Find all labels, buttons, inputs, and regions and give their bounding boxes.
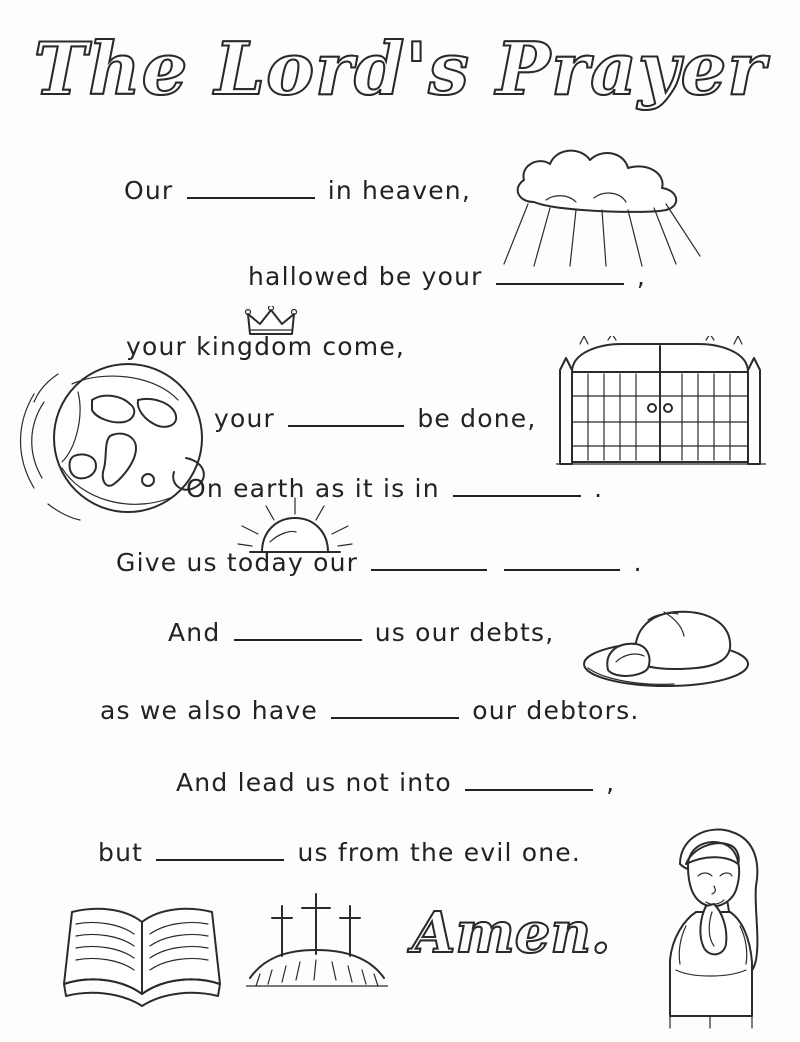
cloud-with-rays-illustration: [498, 140, 728, 270]
page-title: The Lord's Prayer: [33, 26, 767, 111]
line-7-text-after: us our debts,: [374, 618, 555, 647]
line-1-blank[interactable]: [187, 177, 315, 199]
line-6-text-before: Give us today our: [116, 548, 359, 577]
prayer-line-5: [186, 474, 603, 503]
prayer-line-7: [168, 618, 554, 647]
line-2-text-after: ,: [636, 262, 647, 291]
heaven-gates-illustration: [556, 336, 766, 470]
line-7-text-before: And: [168, 618, 221, 647]
prayer-line-10: [98, 838, 581, 867]
line-1-text-after: in heaven,: [327, 176, 471, 205]
prayer-line-8: [100, 696, 640, 725]
prayer-line-3: [126, 332, 405, 361]
line-8-text-before: as we also have: [100, 696, 318, 725]
line-2-blank[interactable]: [496, 263, 624, 285]
prayer-line-2: [248, 262, 646, 291]
prayer-line-6: [116, 548, 643, 577]
praying-girl-illustration: [636, 820, 786, 1030]
line-6-text-after: .: [633, 548, 643, 577]
open-bible-illustration: [58, 898, 226, 1010]
line-9-blank[interactable]: [465, 769, 593, 791]
three-crosses-illustration: [246, 886, 388, 994]
line-4-text-after: be done,: [417, 404, 537, 433]
bread-loaf-illustration: [578, 596, 754, 692]
line-4-blank[interactable]: [288, 405, 404, 427]
line-1-text-before: Our: [124, 176, 174, 205]
line-4-text-before: your: [214, 404, 276, 433]
globe-illustration: [18, 352, 230, 534]
prayer-line-4: [214, 404, 536, 433]
line-6-blank-2[interactable]: [504, 549, 620, 571]
line-5-text-before: On earth as it is in: [186, 474, 440, 503]
line-5-blank[interactable]: [453, 475, 581, 497]
line-7-blank[interactable]: [234, 619, 362, 641]
amen-text: Amen.: [412, 900, 611, 966]
line-5-text-after: .: [594, 474, 604, 503]
line-8-text-after: our debtors.: [472, 696, 640, 725]
line-8-blank[interactable]: [331, 697, 459, 719]
line-6-blank-1[interactable]: [371, 549, 487, 571]
prayer-line-9: [176, 768, 615, 797]
line-3-text: your kingdom come,: [126, 332, 406, 361]
line-2-text-before: hallowed be your: [248, 262, 483, 291]
line-10-text-after: us from the evil one.: [297, 838, 582, 867]
prayer-line-1: [124, 176, 471, 205]
line-9-text-before: And lead us not into: [176, 768, 452, 797]
line-9-text-after: ,: [606, 768, 616, 797]
line-10-blank[interactable]: [156, 839, 284, 861]
line-10-text-before: but: [98, 838, 144, 867]
